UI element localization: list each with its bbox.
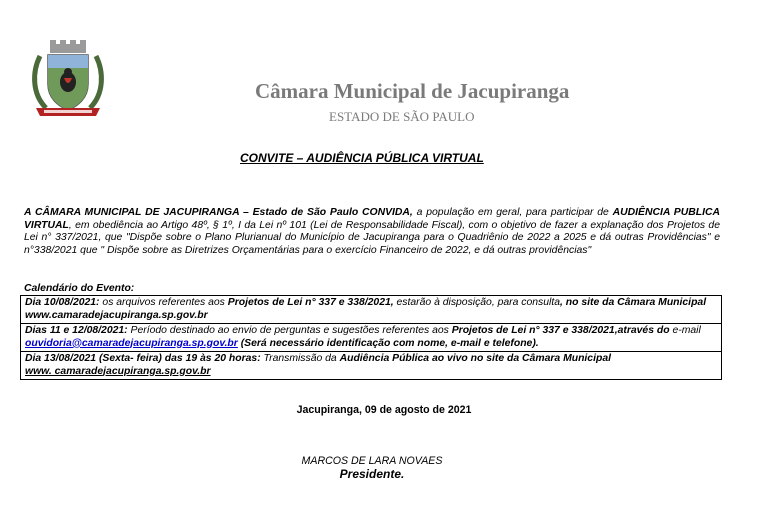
body-event-name: AUDIÊNCIA PUBLICA VIRTUAL [24,207,720,231]
signer-role: Presidente. [339,467,405,481]
invitation-heading: CONVITE – AUDIÊNCIA PÚBLICA VIRTUAL [240,151,484,165]
body-lead: A CÂMARA MUNICIPAL DE JACUPIRANGA – Estado de São Paulo CONVIDA, [24,207,413,218]
body-text-2: , em obediência ao Artigo 48º, § 1º, I da Lei nº 101 (Lei de Responsabilidade Fiscal), com o objetivo de fazer a explanação dos Projetos de Lei n° 337/2021, que "Dispõe sobre o Plano Plurianual do Município de Jacupiranga para o Quadriênio de 2022 a 2025 e dá outras Providências" e n°338/2021 que " Dispõe sobre as Diretrizes Orçamentárias para o exercício Financeiro de 2022, e dá outras providências" [24,219,720,256]
place-date: Jacupiranga, 09 de agosto de 2021 [296,404,472,416]
calendar-text: Transmissão da [260,353,340,364]
calendar-date: Dia 10/08/2021: [25,297,100,308]
calendar-text: os arquivos referentes aos [99,297,228,308]
calendar-date: Dias 11 e 12/08/2021: [25,325,128,336]
invitation-body [24,207,720,257]
calendar-text: Período destinado ao envio de perguntas e sugestões referentes aos [127,325,452,336]
municipal-coat-of-arms-icon [30,38,106,120]
signer-name: MARCOS DE LARA NOVAES [301,455,443,467]
calendar-event: Audiência Pública ao vivo no site da Câmara Municipal [339,353,611,364]
body-text-1: a população em geral, para participar de [412,207,613,218]
chamber-title: Câmara Municipal de Jacupiranga [255,79,570,103]
calendar-projects: Projetos de Lei n° 337 e 338/2021,através do [451,325,670,336]
calendar-date: Dia 13/08/2021 (Sexta- feira) das 19 às 20 horas: [25,353,261,364]
state-subtitle: ESTADO DE SÃO PAULO [329,109,475,124]
calendar-label: Calendário do Evento: [24,283,135,294]
calendar-text: estarão à disposição, para consulta [393,297,560,308]
calendar-note: (Será necessário identificação com nome, e-mail e telefone). [237,337,539,349]
calendar-text: e-mail [669,325,701,336]
email-link[interactable]: ouvidoria@camaradejacupiranga.sp.gov.br [25,337,238,349]
calendar-table [20,295,722,380]
calendar-projects: Projetos de Lei n° 337 e 338/2021, [227,297,394,308]
site-link[interactable]: www. camaradejacupiranga.sp.gov.br [25,365,211,377]
calendar-row [21,296,721,323]
calendar-row [21,323,721,351]
calendar-site: , no site da Câmara Municipal www.camaradejacupiranga.sp.gov.br [25,297,707,321]
calendar-row [21,351,721,379]
